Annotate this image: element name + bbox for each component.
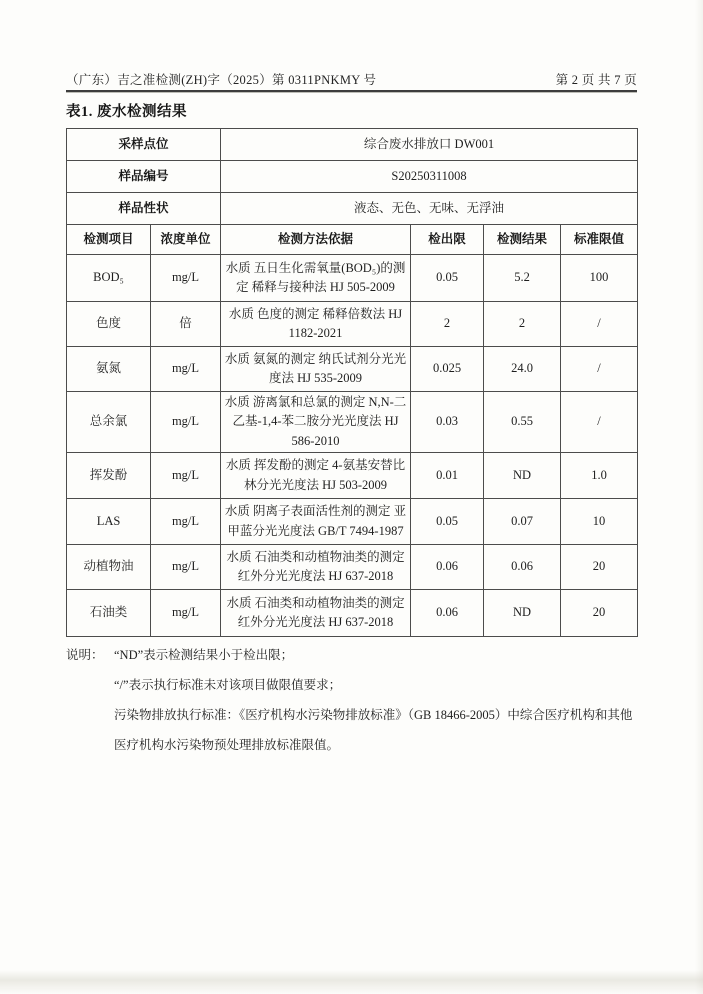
table-row — [67, 347, 638, 392]
cell-item: 挥发酚 — [67, 453, 151, 499]
running-header — [66, 70, 637, 88]
cell-standard-limit: 100 — [561, 255, 638, 302]
cell-item: 石油类 — [67, 590, 151, 637]
cell-method: 水质 色度的测定 稀释倍数法 HJ 1182-2021 — [221, 302, 411, 347]
footnotes — [66, 640, 637, 760]
cell-item: 色度 — [67, 302, 151, 347]
note-line — [66, 640, 637, 670]
cell-result: 5.2 — [484, 255, 561, 302]
column-header-item: 检测项目 — [67, 225, 151, 255]
table-row — [67, 129, 638, 161]
cell-result: 2 — [484, 302, 561, 347]
cell-unit: mg/L — [151, 255, 221, 302]
cell-unit: mg/L — [151, 590, 221, 637]
cell-result: 0.55 — [484, 392, 561, 453]
table-row — [67, 392, 638, 453]
note-text: “ND”表示检测结果小于检出限； — [114, 648, 294, 662]
cell-method: 水质 石油类和动植物油类的测定 红外分光光度法 HJ 637-2018 — [221, 545, 411, 590]
cell-method: 水质 石油类和动植物油类的测定 红外分光光度法 HJ 637-2018 — [221, 590, 411, 637]
table-row — [67, 590, 638, 637]
table-row — [67, 545, 638, 590]
info-label: 样品编号 — [67, 161, 221, 193]
cell-method: 水质 氨氮的测定 纳氏试剂分光光度法 HJ 535-2009 — [221, 347, 411, 392]
cell-item: 动植物油 — [67, 545, 151, 590]
cell-result: 0.06 — [484, 545, 561, 590]
cell-standard-limit: / — [561, 302, 638, 347]
column-header-method: 检测方法依据 — [221, 225, 411, 255]
cell-standard-limit: / — [561, 392, 638, 453]
cell-detection-limit: 0.05 — [411, 499, 484, 545]
cell-item: LAS — [67, 499, 151, 545]
table-row — [67, 161, 638, 193]
column-header-result: 检测结果 — [484, 225, 561, 255]
cell-detection-limit: 0.025 — [411, 347, 484, 392]
cell-method: 水质 五日生化需氧量(BOD₅)的测定 稀释与接种法 HJ 505-2009 — [221, 255, 411, 302]
page-number: 第 2 页 共 7 页 — [555, 73, 637, 87]
report-number: （广东）吉之准检测(ZH)字（2025）第 0311PNKMY 号 — [66, 73, 377, 87]
cell-standard-limit: 20 — [561, 545, 638, 590]
table-row — [67, 193, 638, 225]
scan-shadow-bottom-edge — [0, 988, 703, 994]
table-row — [67, 499, 638, 545]
info-label: 样品性状 — [67, 193, 221, 225]
cell-result: ND — [484, 453, 561, 499]
cell-detection-limit: 2 — [411, 302, 484, 347]
column-header-standard-limit: 标准限值 — [561, 225, 638, 255]
table-header-row — [67, 225, 638, 255]
table-row — [67, 302, 638, 347]
cell-unit: mg/L — [151, 392, 221, 453]
cell-item: 氨氮 — [67, 347, 151, 392]
table-row — [67, 453, 638, 499]
cell-result: ND — [484, 590, 561, 637]
table-row — [67, 255, 638, 302]
info-value: 综合废水排放口 DW001 — [221, 129, 638, 161]
info-value: 液态、无色、无味、无浮油 — [221, 193, 638, 225]
cell-method: 水质 阴离子表面活性剂的测定 亚甲蓝分光光度法 GB/T 7494-1987 — [221, 499, 411, 545]
wastewater-results-table — [66, 128, 638, 637]
cell-detection-limit: 0.05 — [411, 255, 484, 302]
cell-detection-limit: 0.03 — [411, 392, 484, 453]
cell-unit: mg/L — [151, 347, 221, 392]
info-label: 采样点位 — [67, 129, 221, 161]
cell-item: BOD₅ — [67, 255, 151, 302]
cell-standard-limit: 20 — [561, 590, 638, 637]
cell-item: 总余氯 — [67, 392, 151, 453]
cell-unit: mg/L — [151, 499, 221, 545]
scan-shadow-bottom — [0, 970, 703, 988]
cell-unit: mg/L — [151, 453, 221, 499]
note-line: “/”表示执行标准未对该项目做限值要求； — [114, 678, 342, 692]
cell-standard-limit: / — [561, 347, 638, 392]
scan-shadow-right — [695, 0, 703, 994]
cell-result: 24.0 — [484, 347, 561, 392]
cell-detection-limit: 0.06 — [411, 590, 484, 637]
cell-detection-limit: 0.06 — [411, 545, 484, 590]
cell-standard-limit: 1.0 — [561, 453, 638, 499]
column-header-unit: 浓度单位 — [151, 225, 221, 255]
cell-detection-limit: 0.01 — [411, 453, 484, 499]
table-title: 表1. 废水检测结果 — [66, 104, 187, 120]
note-line: 污染物排放执行标准：《医疗机构水污染物排放标准》（GB 18466-2005）中综合医疗机构和其他医疗机构水污染物预处理排放标准限值。 — [114, 708, 633, 752]
cell-unit: 倍 — [151, 302, 221, 347]
cell-method: 水质 游离氯和总氯的测定 N,N-二乙基-1,4-苯二胺分光光度法 HJ 586-2010 — [221, 392, 411, 453]
note-label: 说明： — [66, 648, 104, 662]
cell-result: 0.07 — [484, 499, 561, 545]
cell-standard-limit: 10 — [561, 499, 638, 545]
cell-unit: mg/L — [151, 545, 221, 590]
header-divider — [66, 90, 637, 93]
column-header-detection-limit: 检出限 — [411, 225, 484, 255]
cell-method: 水质 挥发酚的测定 4-氨基安替比林分光光度法 HJ 503-2009 — [221, 453, 411, 499]
info-value: S20250311008 — [221, 161, 638, 193]
